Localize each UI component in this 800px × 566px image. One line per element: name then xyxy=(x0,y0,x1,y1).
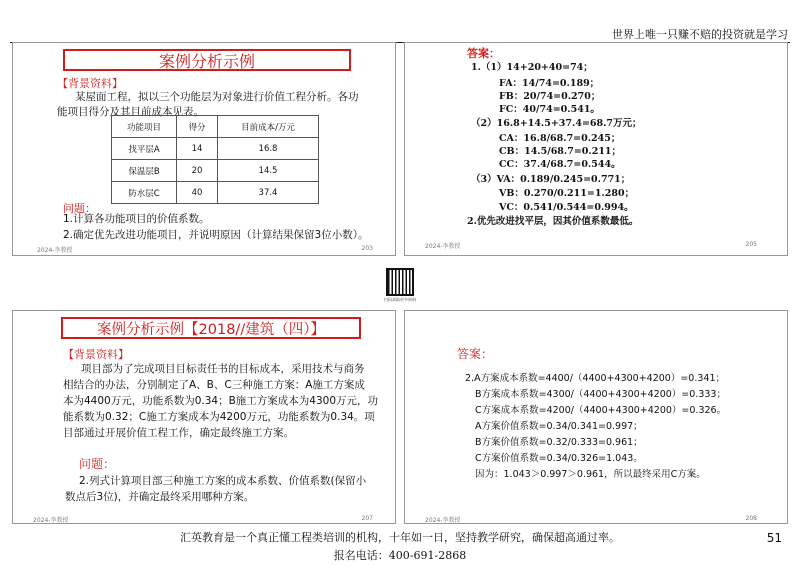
answer-label: 答案： xyxy=(457,347,494,361)
answer-line: VC：0.541/0.544=0.994。 xyxy=(499,202,634,213)
slide-footer-page: 203 xyxy=(361,245,373,252)
table-row xyxy=(112,182,319,204)
answer-line: （2）16.8+14.5+37.4=68.7万元； xyxy=(471,118,642,129)
answer-line: （3）VA：0.189/0.245=0.771； xyxy=(471,174,631,185)
slide-footer-left: 2024-李教授 xyxy=(425,517,461,524)
answer-line: C方案价值系数=0.34/0.326=1.043。 xyxy=(475,453,643,464)
cost-table xyxy=(111,115,319,204)
answer-line: CC：37.4/68.7=0.544。 xyxy=(499,159,621,170)
intro-line-2: 能项目得分及其目前成本见表。 xyxy=(57,106,204,118)
body-line: 目部通过开展价值工程工作，确定最终施工方案。 xyxy=(63,427,294,439)
table-row xyxy=(112,138,319,160)
answer-line: FB：20/74=0.270； xyxy=(499,91,601,102)
table-cell: 40 xyxy=(177,182,218,204)
answer-conclusion: 2.优先改进找平层，因其价值系数最低。 xyxy=(467,216,639,227)
slide-answer-2 xyxy=(404,310,788,524)
answer-line: CA：16.8/68.7=0.245； xyxy=(499,133,621,144)
table-cell: 16.8 xyxy=(218,138,319,160)
question-label: 问题： xyxy=(79,457,116,471)
table-cell: 20 xyxy=(177,160,218,182)
table-cell: 14 xyxy=(177,138,218,160)
question-2: 2.确定优先改进功能项目，并说明原因（计算结果保留3位小数）。 xyxy=(63,229,369,241)
answer-label: 答案： xyxy=(467,47,500,60)
table-header: 得分 xyxy=(177,116,218,138)
answer-line: A方案价值系数=0.34/0.341=0.997； xyxy=(475,421,643,432)
answer-line: FA：14/74=0.189； xyxy=(499,78,600,89)
question-line: 数点后3位)，并确定最终采用哪种方案。 xyxy=(65,491,255,503)
slide-case-1 xyxy=(12,42,396,256)
answer-line: CB：14.5/68.7=0.211； xyxy=(499,146,622,157)
answer-line: VB：0.270/0.211=1.280； xyxy=(499,188,635,199)
table-cell: 找平层A xyxy=(112,138,177,160)
answer-line: C方案成本系数=4200/（4400+4300+4200）=0.326。 xyxy=(475,405,727,416)
table-cell: 37.4 xyxy=(218,182,319,204)
table-header: 功能项目 xyxy=(112,116,177,138)
question-line: 2.列式计算项目部三种施工方案的成本系数、价值系数(保留小 xyxy=(79,475,367,487)
table-cell: 14.5 xyxy=(218,160,319,182)
body-line: 能系数为0.32；C施工方案成本为4200万元，功能系数为0.34。项 xyxy=(63,411,375,423)
question-1: 1.计算各功能项目的价值系数。 xyxy=(63,213,210,225)
answer-conclusion: 因为：1.043＞0.997＞0.961，所以最终采用C方案。 xyxy=(475,469,706,480)
table-cell: 保温层B xyxy=(112,160,177,182)
slide-footer-left: 2024-李教授 xyxy=(33,517,69,524)
slide-footer-page: 207 xyxy=(361,515,373,522)
header-slogan: 世界上唯一只赚不赔的投资就是学习 xyxy=(612,28,788,41)
slide-title: 案例分析示例 xyxy=(63,49,351,71)
answer-line: FC：40/74=0.541。 xyxy=(499,104,600,115)
slide-footer-page: 208 xyxy=(745,515,757,522)
slide-case-2 xyxy=(12,310,396,524)
answer-line: B方案价值系数=0.32/0.333=0.961； xyxy=(475,437,643,448)
answer-line: B方案成本系数=4300/（4400+4300+4200）=0.333； xyxy=(475,389,726,400)
intro-line-1: 某屋面工程，拟以三个功能层为对象进行价值工程分析。各功 xyxy=(75,91,359,103)
page-number: 51 xyxy=(766,531,782,545)
table-row xyxy=(112,160,319,182)
table-cell: 防水层C xyxy=(112,182,177,204)
answer-line: 2.A方案成本系数=4400/（4400+4300+4200）=0.341； xyxy=(465,373,726,384)
answer-line: 1.（1）14+20+40=74； xyxy=(471,62,593,73)
slide-title: 案例分析示例【2018//建筑（四）】 xyxy=(61,317,361,339)
body-line: 相结合的办法，分别制定了A、B、C三种施工方案：A施工方案成 xyxy=(63,379,365,391)
background-label: 【背景资料】 xyxy=(63,348,129,361)
qr-caption: 扫码获取更多资料 xyxy=(384,297,416,302)
body-line: 项目部为了完成项目目标责任书的目标成本，采用技术与商务 xyxy=(81,363,365,375)
slide-footer-left: 2024-李教授 xyxy=(37,247,73,254)
footer-phone: 报名电话：400-691-2868 xyxy=(333,549,467,562)
table-header: 目前成本/万元 xyxy=(218,116,319,138)
question-label: 问题： xyxy=(63,202,96,215)
slide-answer-1 xyxy=(404,42,788,256)
slide-footer-left: 2024-李教授 xyxy=(425,243,461,250)
body-line: 本为4400万元，功能系数为0.34；B施工方案成本为4300万元，功 xyxy=(63,395,379,407)
background-label: 【背景资料】 xyxy=(57,77,123,90)
qr-code xyxy=(386,268,414,296)
footer-slogan: 汇英教育是一个真正懂工程类培训的机构，十年如一日，坚持教学研究，确保超高通过率。 xyxy=(180,531,620,544)
table-header-row xyxy=(112,116,319,138)
slide-footer-page: 205 xyxy=(745,241,757,248)
